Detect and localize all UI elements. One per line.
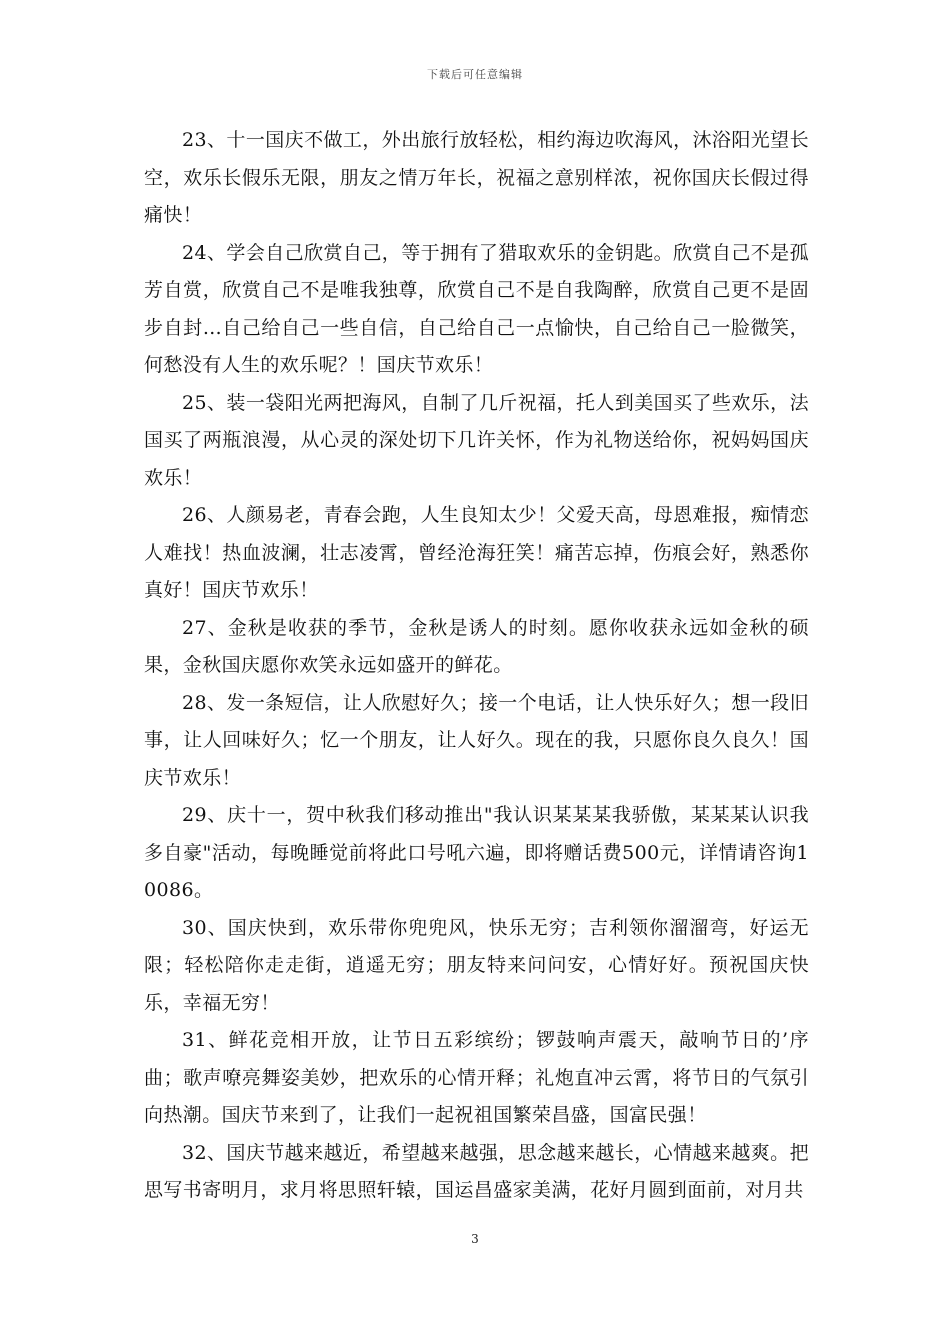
paragraph-25: 25、装一袋阳光两把海风，自制了几斤祝福，托人到美国买了些欢乐，法国买了两瓶浪漫，从心灵的深处切下几许关怀，作为礼物送给你，祝妈妈国庆欢乐！ [144, 391, 809, 489]
page-header: 下载后可任意编辑 [427, 68, 523, 81]
paragraph-29: 29、庆十一，贺中秋我们移动推出"我认识某某某我骄傲，某某某认识我多自豪"活动，每晚睡觉前将此口号吼六遍，即将赠话费500元，详情请咨询10086。 [144, 804, 809, 901]
paragraph-30: 30、国庆快到，欢乐带你兜兜风，快乐无穷；吉利领你溜溜弯，好运无限；轻松陪你走走街，逍遥无穷；朋友特来问问安，心情好好。预祝国庆快乐，幸福无穷！ [144, 916, 809, 1014]
paragraph-24: 24、学会自己欣赏自己，等于拥有了猎取欢乐的金钥匙。欣赏自己不是孤芳自赏，欣赏自己不是唯我独尊，欣赏自己不是自我陶醉，欣赏自己更不是固步自封…自己给自己一些自信，自己给自己一点愉快，自己给自己一脸微笑，何愁没有人生的欢乐呢？！国庆节欢乐！ [144, 241, 809, 376]
paragraph-26: 26、人颜易老，青春会跑，人生良知太少！父爱天高，母恩难报，痴情恋人难找！热血波澜，壮志凌霄，曾经沧海狂笑！痛苦忘掉，伤痕会好，熟悉你真好！国庆节欢乐！ [144, 504, 809, 601]
paragraph-27: 27、金秋是收获的季节，金秋是诱人的时刻。愿你收获永远如金秋的硕果，金秋国庆愿你欢笑永远如盛开的鲜花。 [144, 616, 809, 676]
paragraph-28: 28、发一条短信，让人欣慰好久；接一个电话，让人快乐好久；想一段旧事，让人回味好久；忆一个朋友，让人好久。现在的我，只愿你良久良久！国庆节欢乐！ [144, 691, 809, 789]
document-body [144, 122, 809, 1210]
paragraph-32: 32、国庆节越来越近，希望越来越强，思念越来越长，心情越来越爽。把思写书寄明月，求月将思照轩辕，国运昌盛家美满，花好月圆到面前，对月共 [144, 1141, 809, 1201]
paragraph-23: 23、十一国庆不做工，外出旅行放轻松，相约海边吹海风，沐浴阳光望长空，欢乐长假乐无限，朋友之情万年长，祝福之意别样浓，祝你国庆长假过得痛快！ [144, 129, 809, 226]
paragraph-31: 31、鲜花竞相开放，让节日五彩缤纷；锣鼓响声震天，敲响节日的’序曲；歌声嘹亮舞姿美妙，把欢乐的心情开释；礼炮直冲云霄，将节日的气氛引向热潮。国庆节来到了，让我们一起祝祖国繁荣昌盛，国富民强！ [144, 1029, 809, 1126]
page-number: 3 [471, 1232, 479, 1246]
